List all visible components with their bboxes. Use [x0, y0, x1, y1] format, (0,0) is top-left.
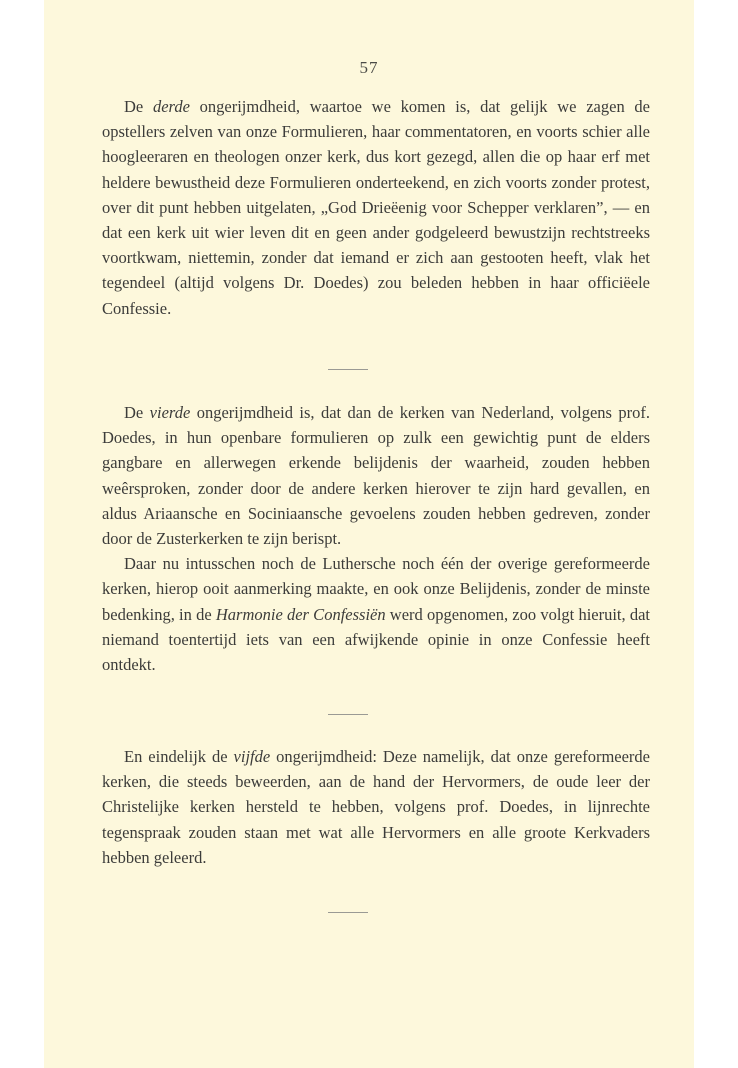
paragraph-body: ongerijmdheid, waartoe we komen is, dat gelijk we zagen de opstellers zelven van onze Formulieren, haar commentatoren, en voorts schier alle hoogleeraren en theologen onzer kerk, dus kort gezegd, allen die op haar erf met heldere bewustheid deze Formulieren onderteekend, en zich voorts zonder protest, over dit punt hebben uitgelaten, „God Drieëenig voor Schepper verklaren”, — en dat een kerk uit wier leven dit en geen ander godgeleerd bewustzijn rechtstreeks voortkwam, niettemin, zonder dat iemand er zich aan gestooten heeft, vlak het tegendeel (altijd volgens Dr. Doedes) zou beleden hebben in haar officiëele Confessie.	[102, 97, 650, 318]
section-vierde	[102, 400, 650, 677]
paragraph-lead: De	[124, 403, 150, 422]
section-divider	[328, 714, 368, 715]
paragraph-lead: Daar nu intusschen noch de Luthersche noch één der overige gereformeerde kerken, hierop ooit aanmerking maakte, en ook onze Belijdenis, zonder de minste bedenking, in de	[102, 554, 650, 624]
page-margin	[694, 0, 738, 1068]
paragraph-body: ongerijmdheid: Deze namelijk, dat onze gereformeerde kerken, die steeds beweerden, aan de hand der Hervormers, de oude leer der Christelijke kerken hersteld te hebben, volgens prof. Doedes, in lijnrechte tegenspraak zouden staan met wat alle Hervormers en alle groote Kerkvaders hebben geleerd.	[102, 747, 651, 867]
emphasis: derde	[152, 97, 190, 116]
paragraph-lead: De	[124, 97, 153, 116]
emphasis: vijfde	[233, 747, 271, 766]
paragraph-lead: En eindelijk de	[124, 747, 234, 766]
paragraph-body: ongerijmdheid is, dat dan de kerken van Nederland, volgens prof. Doedes, in hun openbare formulieren op zulk een gewichtig punt de elders gangbare en allerwegen erkende belijdenis der waarheid, zouden hebben weêrsproken, zonder door de andere kerken hierover te zijn hard gevallen, en aldus Ariaansche en Sociniaansche gevoelens zouden hebben gedreven, zonder door de Zusterkerken te zijn berispt.	[102, 403, 650, 549]
section-vijfde	[102, 744, 650, 870]
paragraph	[102, 94, 650, 321]
book-page	[44, 0, 694, 1068]
section-divider	[328, 369, 368, 370]
page-number: 57	[359, 58, 379, 77]
section-derde	[102, 94, 650, 321]
paragraph-body: werd opgenomen, zoo volgt hieruit, dat niemand toentertijd iets van een afwijkende opinie in onze Confessie heeft ontdekt.	[102, 604, 651, 675]
paragraph	[102, 551, 650, 677]
paragraph	[102, 400, 650, 551]
emphasis: Harmonie der Confessiën	[215, 604, 386, 624]
emphasis: vierde	[149, 403, 191, 422]
section-divider	[328, 912, 368, 913]
paragraph	[102, 744, 650, 870]
